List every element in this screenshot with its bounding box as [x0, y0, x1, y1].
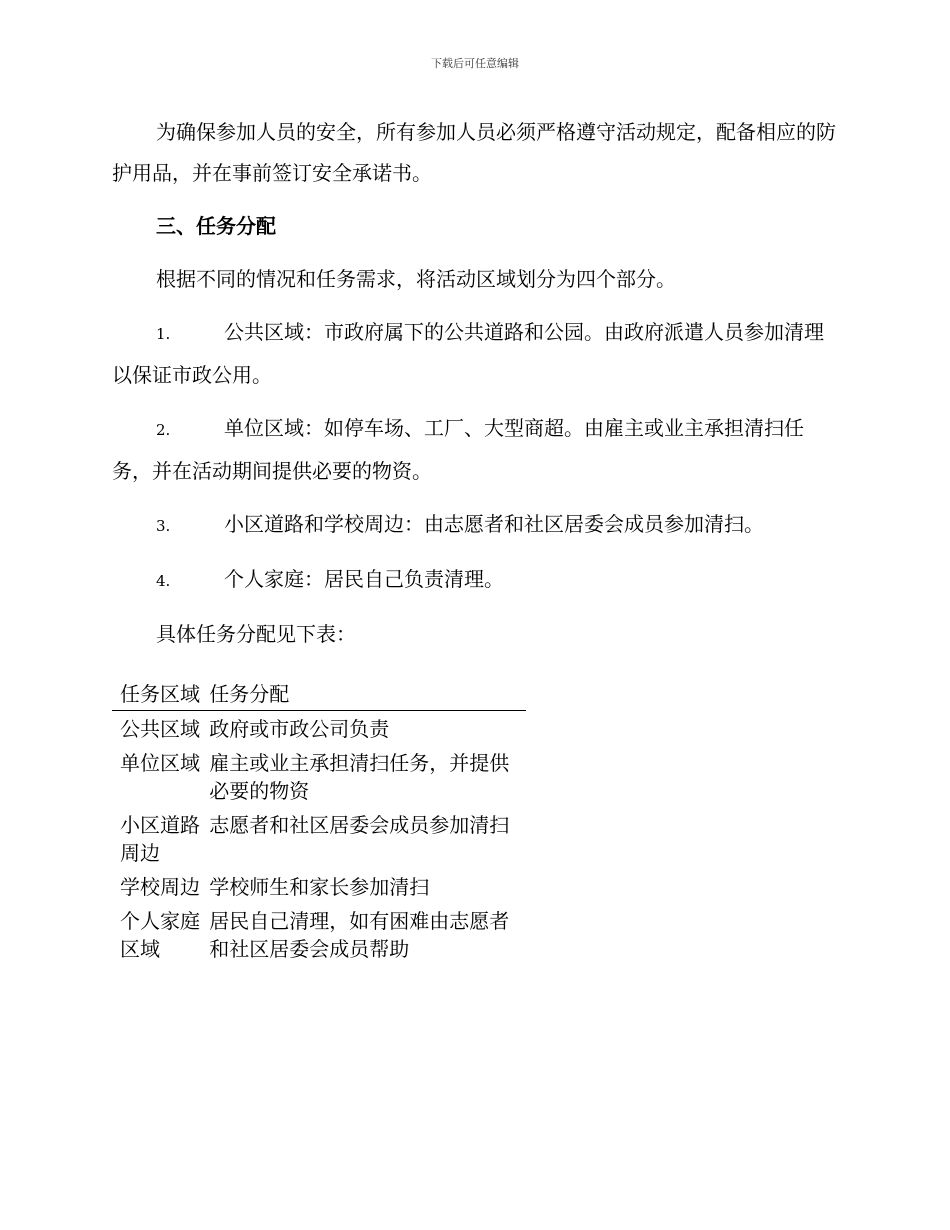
document-body [112, 112, 837, 667]
list-number: 3. [156, 517, 171, 535]
header-task: 任务分配 [201, 680, 526, 711]
cell-area: 学校周边 [120, 875, 200, 899]
cell-task: 志愿者和社区居委会成员参加清扫 [209, 813, 510, 837]
cell-area: 个人家庭区域 [120, 909, 200, 961]
table-row [112, 869, 526, 903]
cell-task: 政府或市政公司负责 [209, 717, 390, 741]
intro-paragraph: 为确保参加人员的安全，所有参加人员必须严格遵守活动规定，配备相应的防护用品，并在事前签订安全承诺书。 [112, 120, 836, 185]
list-item [112, 408, 837, 492]
header-area: 任务区域 [112, 680, 201, 711]
cell-task: 居民自己清理，如有困难由志愿者和社区居委会成员帮助 [209, 909, 510, 961]
list-item [112, 312, 837, 396]
table-header-row [112, 680, 526, 711]
list-number: 2. [156, 421, 171, 439]
list-item [112, 559, 837, 602]
list-text: 公共区域：市政府属下的公共道路和公园。由政府派遣人员参加清理以保证市政公用。 [112, 320, 824, 387]
table-intro: 具体任务分配见下表： [156, 622, 356, 646]
cell-area: 单位区域 [120, 751, 200, 775]
page-header: 下载后可任意编辑 [431, 57, 519, 70]
table-row [112, 745, 526, 807]
list-number: 1. [156, 325, 171, 343]
cell-area: 小区道路周边 [120, 813, 200, 865]
table-row [112, 903, 526, 965]
list-text: 小区道路和学校周边：由志愿者和社区居委会成员参加清扫。 [224, 512, 764, 536]
task-allocation-table [112, 680, 526, 965]
list-text: 个人家庭：居民自己负责清理。 [224, 567, 504, 591]
list-text: 单位区域：如停车场、工厂、大型商超。由雇主或业主承担清扫任务，并在活动期间提供必要的物资。 [112, 416, 804, 483]
cell-task: 雇主或业主承担清扫任务，并提供必要的物资 [209, 751, 510, 803]
list-number: 4. [156, 572, 171, 590]
table-row [112, 807, 526, 869]
list-item [112, 504, 837, 547]
section-heading: 三、任务分配 [156, 214, 276, 238]
cell-area: 公共区域 [120, 717, 200, 741]
table-row [112, 711, 526, 746]
cell-task: 学校师生和家长参加清扫 [209, 875, 430, 899]
section-lead: 根据不同的情况和任务需求，将活动区域划分为四个部分。 [156, 267, 676, 291]
